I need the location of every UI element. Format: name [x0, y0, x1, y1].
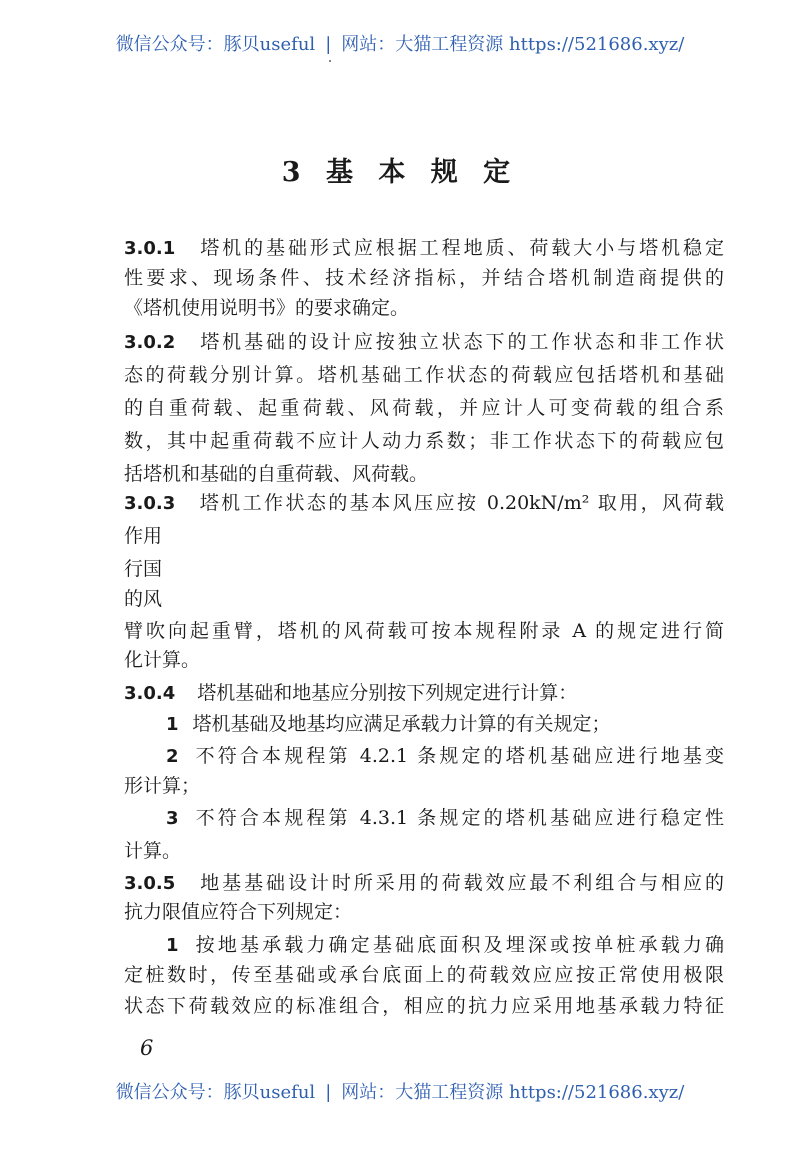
clause-3-0-2-line-2: 态的荷载分别计算。塔机基础工作状态的荷载应包括塔机和基础: [124, 364, 724, 386]
item-number: 3: [166, 808, 179, 829]
watermark-site: 网站：大猫工程资源 https://521686.xyz/: [341, 1082, 685, 1103]
clause-number: 3.0.3: [124, 493, 176, 514]
clause-3-0-4-item-1: [124, 709, 724, 740]
clause-3-0-3-line-1: [124, 488, 724, 519]
clause-3-0-4-item-3-line-2: 计算。: [124, 840, 182, 862]
item-number: 2: [166, 746, 179, 767]
text: 塔机基础和地基应分别按下列规定进行计算：: [197, 682, 578, 704]
clause-3-0-1-line-1: [124, 233, 724, 264]
chapter-title: 3 基 本 规 定: [281, 157, 519, 188]
item-number: 1: [166, 935, 179, 956]
clause-3-0-1-line-3: 《塔机使用说明书》的要求确定。: [124, 297, 410, 319]
clause-3-0-4-line-1: [124, 678, 724, 709]
clause-3-0-2-line-3: 的自重荷载、起重荷载、风荷载，并应计人可变荷载的组合系: [124, 397, 724, 419]
clause-3-0-5-item-1-line-2: 定桩数时，传至基础或承台底面上的荷载效应应按正常使用极限: [124, 964, 724, 986]
clause-3-0-3-line-6: 化计算。: [124, 649, 201, 671]
clause-3-0-1-line-2: 性要求、现场条件、技术经济指标，并结合塔机制造商提供的: [124, 267, 724, 289]
clause-number: 3.0.2: [124, 332, 176, 353]
text: 塔机工作状态的基本风压应按 0.20kN/m² 取用，风荷载: [197, 492, 724, 514]
clause-3-0-4-item-2-line-2: 形计算；: [124, 775, 201, 797]
watermark-account: 微信公众号：豚贝useful: [115, 34, 316, 55]
text: 按地基承载力确定基础底面积及埋深或按单桩承载力确: [192, 934, 724, 956]
clause-number: 3.0.4: [124, 683, 176, 704]
watermark-top: [0, 30, 800, 56]
clause-3-0-2-line-4: 数，其中起重荷载不应计人动力系数；非工作状态下的荷载应包: [124, 430, 724, 452]
watermark-separator: |: [325, 1082, 332, 1103]
clause-3-0-5-line-2: 抗力限值应符合下列规定：: [124, 901, 353, 923]
obscured-region: [172, 524, 732, 612]
watermark-account: 微信公众号：豚贝useful: [115, 1082, 316, 1103]
page-number: 6: [140, 1036, 154, 1060]
clause-3-0-3-line-3: 行国: [124, 558, 163, 580]
clause-3-0-3-line-5: 臂吹向起重臂，塔机的风荷载可按本规程附录 A 的规定进行简: [124, 620, 724, 642]
text: 不符合本规程第 4.2.1 条规定的塔机基础应进行地基变: [192, 745, 724, 767]
clause-3-0-3-line-4: 的风: [124, 588, 163, 610]
text: 塔机的基础形式应根据工程地质、荷载大小与塔机稳定: [197, 237, 724, 259]
watermark-separator: |: [325, 34, 332, 55]
clause-3-0-5-item-1-line-3: 状态下荷载效应的标准组合，相应的抗力应采用地基承载力特征: [124, 995, 724, 1017]
clause-3-0-4-item-3-line-1: [124, 803, 724, 834]
clause-3-0-3-line-2: 作用: [124, 525, 163, 547]
item-number: 1: [166, 714, 179, 735]
clause-3-0-5-line-1: [124, 868, 724, 899]
watermark-bottom: [0, 1078, 800, 1104]
text: 地基基础设计时所采用的荷载效应最不利组合与相应的: [197, 872, 724, 894]
text: 塔机基础的设计应按独立状态下的工作状态和非工作状: [197, 331, 724, 353]
scan-speck: [329, 60, 331, 62]
clause-3-0-2-line-5: 括塔机和基础的自重荷载、风荷载。: [124, 463, 429, 485]
clause-number: 3.0.1: [124, 238, 176, 259]
clause-3-0-5-item-1-line-1: [124, 930, 724, 961]
text: 不符合本规程第 4.3.1 条规定的塔机基础应进行稳定性: [192, 807, 724, 829]
watermark-site: 网站：大猫工程资源 https://521686.xyz/: [341, 34, 685, 55]
clause-3-0-2-line-1: [124, 327, 724, 358]
clause-3-0-4-item-2-line-1: [124, 741, 724, 772]
text: 塔机基础及地基均应满足承载力计算的有关规定；: [192, 713, 611, 735]
clause-number: 3.0.5: [124, 873, 176, 894]
